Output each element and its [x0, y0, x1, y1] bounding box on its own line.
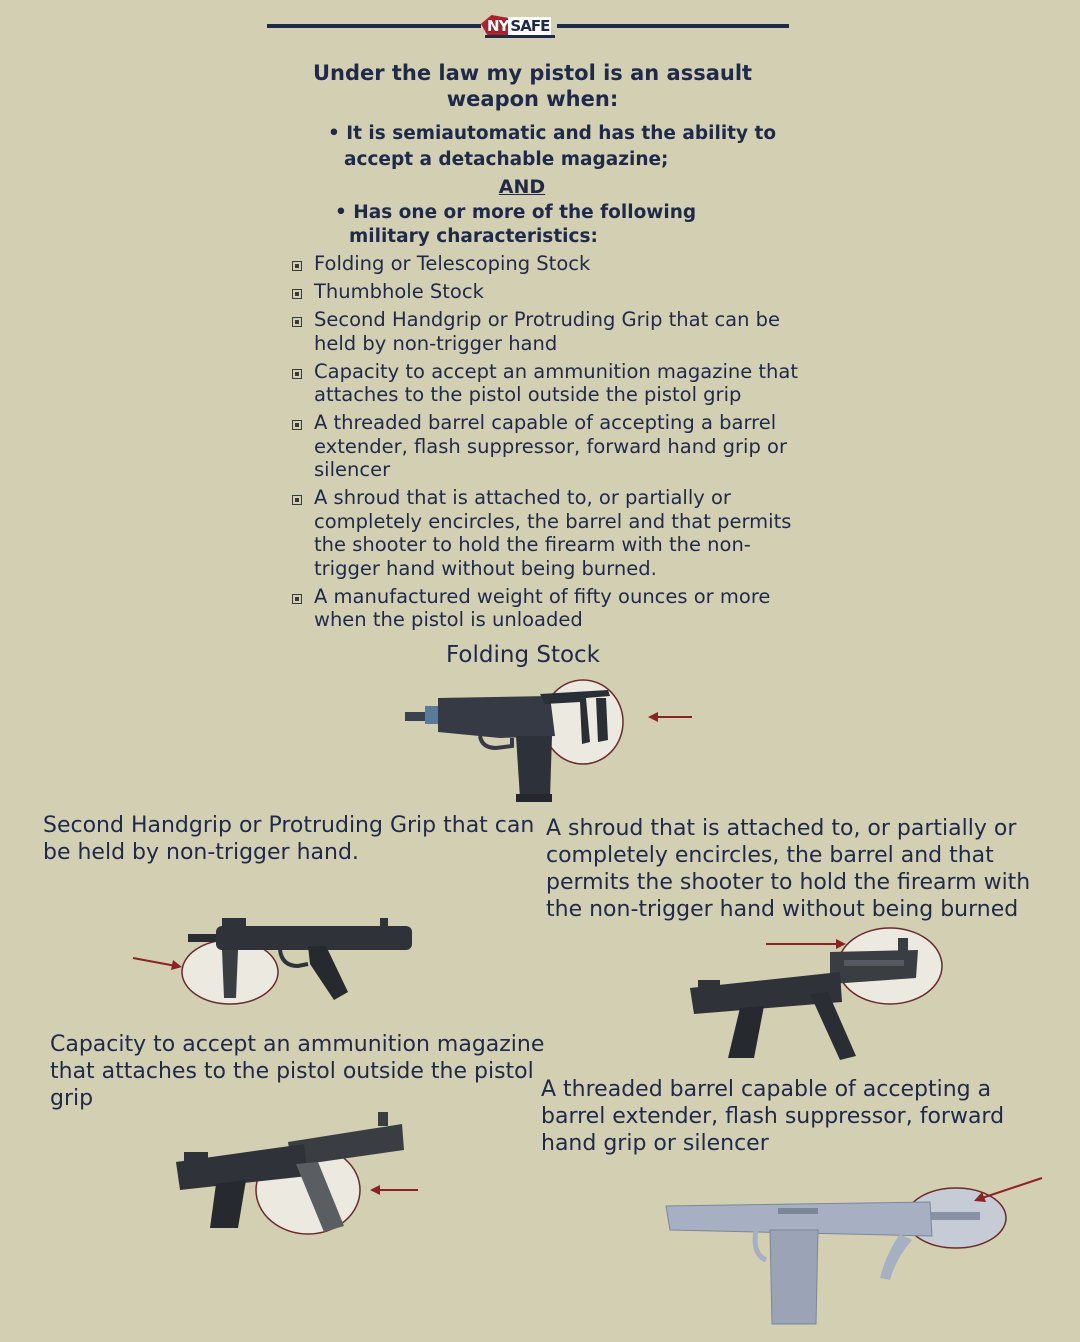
bullet-box-icon [292, 261, 302, 271]
list-item: A threaded barrel capable of accepting a barrel extender, flash suppressor, forward hand grip or silencer [290, 411, 800, 482]
folding-stock-pistol-image [400, 676, 700, 808]
list-item: A manufactured weight of fifty ounces or more when the pistol is unloaded [290, 585, 800, 632]
logo-bar [485, 35, 555, 38]
and-conjunction: AND [498, 176, 546, 198]
list-item: Capacity to accept an ammunition magazine that attaches to the pistol outside the pistol grip [290, 360, 800, 407]
threaded-barrel-pistol-image [660, 1174, 1060, 1330]
requirement-characteristics: • Has one or more of the following military characteristics: [335, 202, 697, 247]
bullet-box-icon [292, 594, 302, 604]
caption-folding-stock: Folding Stock [446, 642, 601, 668]
bullet-box-icon [292, 420, 302, 430]
list-item: Thumbhole Stock [290, 280, 800, 304]
bullet-box-icon [292, 495, 302, 505]
barrel-shroud-pistol-image [680, 926, 950, 1066]
list-item: Second Handgrip or Protruding Grip that can be held by non-trigger hand [290, 308, 800, 355]
list-item: A shroud that is attached to, or partially or completely encircles, the barrel and that permits the shooter to hold the firearm with the non-trigger hand without being burned. [290, 486, 800, 580]
bullet-box-icon [292, 369, 302, 379]
second-handgrip-pistol-image [130, 914, 420, 1008]
bullet-box-icon [292, 317, 302, 327]
caption-barrel-shroud: A shroud that is attached to, or partially or completely encircles, the barrel and that permits the shooter to hold the firearm with the non-trigger hand without being burned [546, 816, 1031, 922]
caption-second-handgrip: Second Handgrip or Protruding Grip that can be held by non-trigger hand. [43, 813, 535, 865]
characteristics-list [290, 252, 800, 636]
caption-threaded-barrel: A threaded barrel capable of accepting a barrel extender, flash suppressor, forward hand grip or silencer [541, 1077, 1005, 1156]
outside-magazine-pistol-image [168, 1106, 428, 1240]
list-item: Folding or Telescoping Stock [290, 252, 800, 276]
requirement-semiautomatic: • It is semiautomatic and has the ability to accept a detachable magazine; [328, 123, 777, 170]
caption-outside-magazine: Capacity to accept an ammunition magazine that attaches to the pistol outside the pistol grip [50, 1032, 545, 1111]
bullet-box-icon [292, 289, 302, 299]
page-title: Under the law my pistol is an assault weapon when: [312, 61, 753, 111]
nysafe-logo [481, 13, 557, 41]
logo-text: NY SAFE [487, 17, 550, 35]
